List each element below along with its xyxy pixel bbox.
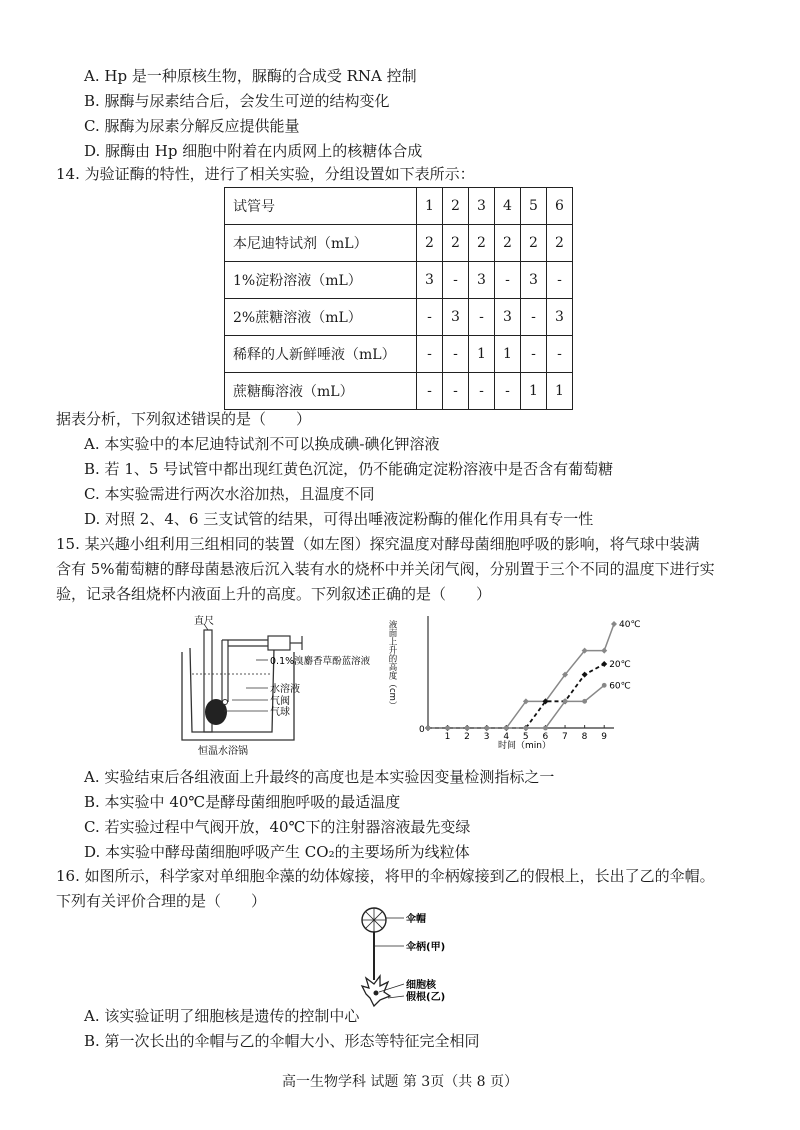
label-valve: 气阀 [270, 696, 290, 707]
table-cell: - [521, 299, 547, 336]
table-cell: - [443, 336, 469, 373]
x-tick-label: 2 [464, 732, 470, 742]
table-row-label: 试管号 [225, 188, 417, 225]
data-point [601, 648, 607, 654]
q15-option-c: C. 若实验过程中气阀开放，40℃下的注射器溶液最先变绿 [84, 818, 471, 836]
table-cell: 3 [469, 262, 495, 299]
table-cell: 2 [443, 225, 469, 262]
table-cell: - [443, 262, 469, 299]
table-row [225, 373, 573, 410]
table-header-row [225, 188, 573, 225]
data-point [582, 699, 587, 704]
table-cell: 2 [469, 225, 495, 262]
data-point [523, 726, 528, 731]
label-solution: 0.1%溴麝香草酚蓝溶液 [270, 656, 371, 667]
table-cell: 3 [443, 299, 469, 336]
q14-option-b: B. 若 1、5 号试管中都出现红黄色沉淀，仍不能确定淀粉溶液中是否含有葡萄糖 [84, 460, 614, 478]
table-row [225, 299, 573, 336]
label-nucleus: 细胞核 [406, 980, 436, 991]
table-cell: 3 [495, 299, 521, 336]
q14-option-c: C. 本实验需进行两次水浴加热，且温度不同 [84, 485, 375, 503]
q14-option-a: A. 本实验中的本尼迪特试剂不可以换成碘-碘化钾溶液 [84, 435, 440, 453]
table-cell: 2 [521, 225, 547, 262]
data-point [484, 726, 489, 731]
origin-label: 0 [419, 725, 425, 735]
q15-stem-line3: 验，记录各组烧杯内液面上升的高度。下列叙述正确的是（ ） [56, 585, 492, 603]
table-row [225, 225, 573, 262]
apparatus-figure [176, 612, 396, 758]
table-cell: - [521, 336, 547, 373]
q16-option-b: B. 第一次长出的伞帽与乙的伞帽大小、形态等特征完全相同 [84, 1032, 480, 1050]
q13-option-d: D. 脲酶由 Hp 细胞中附着在内质网上的核糖体合成 [84, 142, 423, 160]
q13-option-a: A. Hp 是一种原核生物，脲酶的合成受 RNA 控制 [84, 67, 417, 85]
table-cell: 2 [417, 225, 443, 262]
q15-stem-line1: 15. 某兴趣小组利用三组相同的装置（如左图）探究温度对酵母菌细胞呼吸的影响，将气球中装满 [56, 535, 700, 553]
experiment-table [224, 187, 573, 410]
x-axis-label: 时间（min） [498, 741, 551, 751]
table-cell: 5 [521, 188, 547, 225]
page-footer: 高一生物学科 试题 第 3页（共 8 页） [281, 1074, 519, 1090]
q13-option-c: C. 脲酶为尿素分解反应提供能量 [84, 117, 300, 135]
nucleus-dot [374, 991, 379, 996]
q14-stem: 14. 为验证酶的特性，进行了相关实验，分组设置如下表所示： [56, 165, 475, 183]
data-point [543, 726, 548, 731]
x-tick-label: 9 [601, 732, 607, 742]
table-cell: 1 [469, 336, 495, 373]
data-point [445, 726, 450, 731]
table-cell: - [469, 299, 495, 336]
label-bath: 恒温水浴锅 [198, 746, 248, 757]
x-tick-label: 4 [503, 732, 510, 742]
table-row-label: 本尼迪特试剂（mL） [225, 225, 417, 262]
q15-stem-line2: 含有 5%葡萄糖的酵母菌悬液后沉入装有水的烧杯中并关闭气阀，分别置于三个不同的温度下进行实 [56, 560, 715, 578]
x-tick-label: 5 [522, 732, 529, 742]
series-line [428, 664, 604, 728]
table-cell: 1 [547, 373, 573, 410]
table-cell: - [495, 373, 521, 410]
label-stalk: 伞柄(甲) [406, 942, 446, 953]
label-water: 水溶液 [270, 684, 300, 695]
table-cell: 3 [417, 262, 443, 299]
label-ruler: 直尺 [194, 616, 214, 627]
table-cell: 1 [521, 373, 547, 410]
table-cell: 3 [521, 262, 547, 299]
series-label: 60℃ [609, 681, 631, 692]
data-point [563, 699, 568, 704]
x-tick-label: 8 [581, 732, 588, 742]
table-cell: - [417, 299, 443, 336]
x-tick-label: 6 [542, 732, 549, 742]
table-cell: 3 [547, 299, 573, 336]
table-cell: 2 [443, 188, 469, 225]
syringe [268, 636, 290, 650]
q16-stem-line1: 16. 如图所示，科学家对单细胞伞藻的幼体嫁接，将甲的伞柄嫁接到乙的假根上，长出了乙的伞帽。 [56, 867, 715, 885]
series-label: 20℃ [609, 660, 631, 670]
acetabularia-figure [350, 906, 490, 1008]
q13-option-b: B. 脲酶与尿素结合后，会发生可逆的结构变化 [84, 92, 390, 110]
table-cell: - [469, 373, 495, 410]
table-cell: 2 [547, 225, 573, 262]
series-line [428, 685, 604, 728]
table-cell: - [417, 336, 443, 373]
data-point [426, 726, 431, 731]
table-cell: 3 [469, 188, 495, 225]
valve [223, 700, 228, 705]
table-cell: - [547, 336, 573, 373]
table-cell: - [547, 262, 573, 299]
data-point [611, 621, 617, 627]
data-point [602, 683, 607, 688]
q14-option-d: D. 对照 2、4、6 三支试管的结果，可得出唾液淀粉酶的催化作用具有专一性 [84, 510, 594, 528]
series-label: 40℃ [619, 620, 641, 630]
table-cell: 2 [495, 225, 521, 262]
table-row-label: 1%淀粉溶液（mL） [225, 262, 417, 299]
x-tick-label: 3 [483, 732, 490, 742]
table-row [225, 336, 573, 373]
q15-option-b: B. 本实验中 40℃是酵母菌细胞呼吸的最适温度 [84, 793, 401, 811]
q15-option-a: A. 实验结束后各组液面上升最终的高度也是本实验因变量检测指标之一 [84, 768, 555, 786]
table-row-label: 蔗糖酶溶液（mL） [225, 373, 417, 410]
table-row [225, 262, 573, 299]
data-point [582, 672, 588, 678]
x-tick-label: 1 [444, 732, 451, 742]
beaker-outline [190, 648, 274, 732]
q15-option-d: D. 本实验中酵母菌细胞呼吸产生 CO₂的主要场所为线粒体 [84, 843, 470, 861]
table-row-label: 稀释的人新鲜唾液（mL） [225, 336, 417, 373]
table-cell: 1 [495, 336, 521, 373]
label-balloon: 气球 [270, 707, 290, 718]
temperature-chart [382, 608, 641, 754]
table-cell: 6 [547, 188, 573, 225]
table-cell: 1 [417, 188, 443, 225]
q16-option-a: A. 该实验证明了细胞核是遗传的控制中心 [84, 1007, 360, 1025]
x-tick-label: 7 [562, 732, 568, 742]
q16-stem-line2: 下列有关评价合理的是（ ） [56, 892, 267, 910]
data-point [465, 726, 470, 731]
q14-question: 据表分析，下列叙述错误的是（ ） [56, 410, 312, 428]
table-cell: - [495, 262, 521, 299]
label-cap: 伞帽 [406, 914, 426, 925]
y-axis-label: 液面上升的高度（cm） [387, 620, 397, 710]
table-cell: - [443, 373, 469, 410]
label-rhizoid: 假根(乙) [406, 992, 446, 1003]
table-cell: - [417, 373, 443, 410]
table-cell: 4 [495, 188, 521, 225]
data-point [504, 726, 509, 731]
table-row-label: 2%蔗糖溶液（mL） [225, 299, 417, 336]
